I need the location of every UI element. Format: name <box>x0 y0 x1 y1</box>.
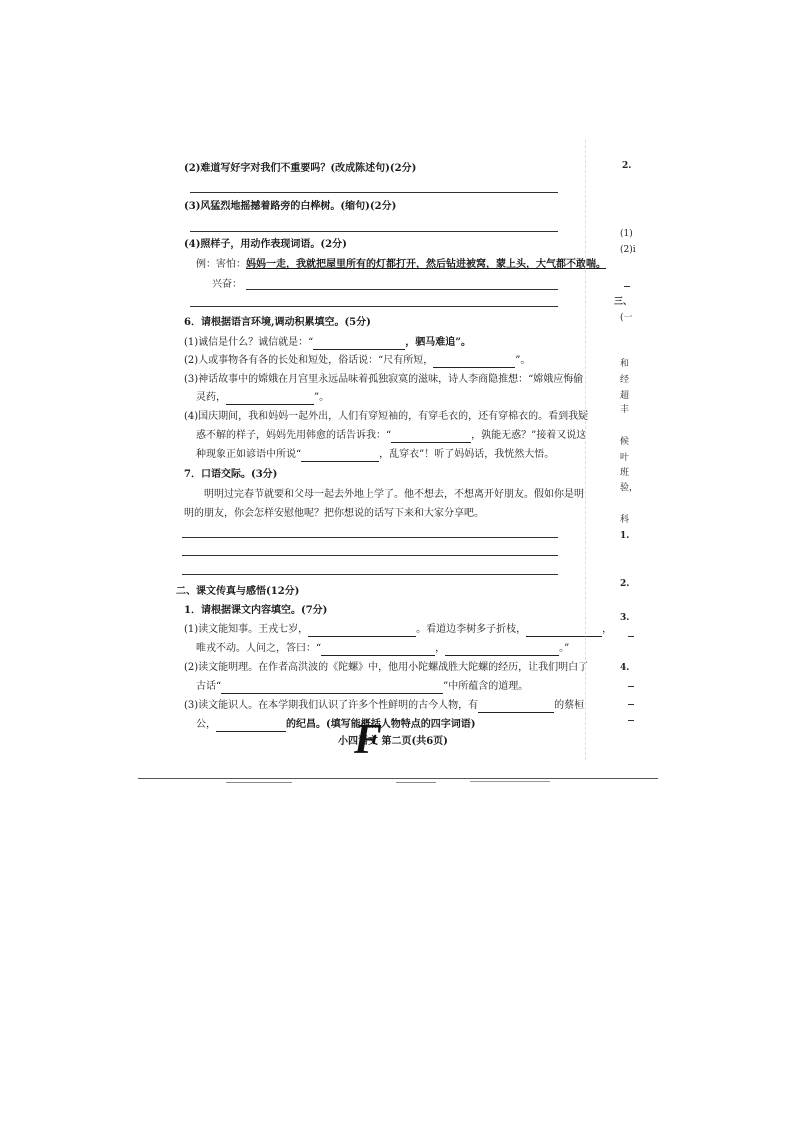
margin-dash <box>628 720 634 721</box>
blank[interactable] <box>308 625 416 637</box>
margin-text: 候 <box>620 437 630 447</box>
text: ， <box>435 643 446 654</box>
margin-text: 叶 <box>620 453 630 463</box>
s2-sentence-2b <box>196 680 528 694</box>
stamp-letter: F <box>354 717 383 763</box>
text: ”。 <box>314 392 330 403</box>
margin-text: 班 <box>620 468 630 478</box>
blank[interactable] <box>301 450 379 462</box>
q6-sentence-1 <box>184 336 471 350</box>
text: (1)诚信是什么？诚信就是：“ <box>184 337 314 348</box>
q6-sentence-2 <box>184 354 530 368</box>
q6-title: 6．请根据语言环境,调动积累填空。(5分) <box>184 317 371 328</box>
text: ，孰能无惑？”接着又说这 <box>471 430 587 441</box>
s2-sentence-3a <box>184 699 584 713</box>
q6-sentence-4c <box>196 448 554 462</box>
scan-edge-line <box>470 781 550 782</box>
answer-line[interactable] <box>190 306 558 307</box>
text: ”。 <box>515 355 531 366</box>
q6-sentence-3b <box>196 391 329 405</box>
answer-line[interactable] <box>190 192 558 193</box>
margin-dash <box>628 686 634 687</box>
scan-edge-line <box>396 782 436 783</box>
scan-edge-line <box>226 782 292 783</box>
answer-line[interactable] <box>182 555 558 556</box>
margin-text: 三、 <box>614 297 633 307</box>
text: (2)人或事物各有各的长处和短处，俗话说：“尺有所短， <box>184 355 434 366</box>
margin-text: 科 <box>620 515 630 525</box>
margin-text: 2. <box>622 161 632 171</box>
text: (3)读文能识人。在本学期我们认识了许多个性鲜明的古今人物，有 <box>184 700 479 711</box>
q5-example <box>196 258 606 272</box>
example-prefix: 例：害怕： <box>196 259 246 270</box>
q7-text-2: 明的朋友，你会怎样安慰他呢？把你想说的话写下来和大家分享吧。 <box>184 508 484 519</box>
text: 古话“ <box>196 681 222 692</box>
blank[interactable] <box>313 338 405 350</box>
text: 。” <box>559 643 570 654</box>
blank[interactable] <box>221 682 443 694</box>
scan-edge-line <box>138 778 658 779</box>
blank[interactable] <box>526 625 602 637</box>
text: 灵药， <box>196 392 226 403</box>
answer-line[interactable] <box>190 231 558 232</box>
text: 惑不解的样子，妈妈先用韩愈的话告诉我：“ <box>196 430 392 441</box>
text: ，乱穿衣”！听了妈妈话，我恍然大悟。 <box>379 449 555 460</box>
blank[interactable] <box>478 701 554 713</box>
answer-line[interactable] <box>182 574 558 575</box>
example-text: 妈妈一走，我就把屋里所有的灯都打开，然后钻进被窝，蒙上头，大气都不敢喘。 <box>246 259 606 270</box>
text: 。看道边李树多子折枝， <box>416 624 527 635</box>
blank[interactable] <box>321 644 435 656</box>
margin-text: 3. <box>620 613 630 623</box>
q5-part2-label: (2)难道写好字对我们不重要吗？(改成陈述句)(2分) <box>184 163 417 174</box>
margin-text: (一 <box>620 313 633 323</box>
text: 的蔡桓 <box>554 700 585 711</box>
q6-sentence-4b <box>196 429 586 443</box>
q6-sentence-4a: (4)国庆期间，我和妈妈一起外出，人们有穿短袖的，有穿毛衣的，还有穿棉衣的。看到我疑 <box>184 411 589 422</box>
q7-text-1: 明明过完春节就要和父母一起去外地上学了。他不想去，不想离开好朋友。假如你是明 <box>204 489 584 500</box>
margin-text: (2)i <box>620 245 636 255</box>
margin-text: 1. <box>620 531 630 541</box>
s2-sentence-1b <box>196 642 569 656</box>
margin-text: 和 <box>620 359 630 369</box>
margin-text: 超 <box>620 391 630 401</box>
answer-line[interactable] <box>246 289 558 290</box>
s2-sentence-2a: (2)读文能明理。在作者高洪波的《陀螺》中，他用小陀螺战胜大陀螺的经历，让我们明白了 <box>184 662 589 673</box>
q5-word-excited: 兴奋： <box>212 279 242 290</box>
margin-dash <box>628 636 634 637</box>
blank[interactable] <box>391 431 471 443</box>
s2-q1-title: 1．请根据课文内容填空。(7分) <box>184 605 328 616</box>
blank[interactable] <box>226 393 314 405</box>
margin-text: 2. <box>620 579 630 589</box>
s2-sentence-3b <box>196 718 475 732</box>
answer-line[interactable] <box>182 537 558 538</box>
q5-part3-label: (3)风猛烈地摇撼着路旁的白桦树。(缩句)(2分) <box>184 201 397 212</box>
text: ， <box>602 624 613 635</box>
blank[interactable] <box>433 356 515 368</box>
text: ，驷马难追”。 <box>405 337 472 348</box>
text: ”中所蕴含的道理。 <box>443 681 529 692</box>
margin-text: 经 <box>620 375 630 385</box>
margin-text: 4. <box>620 663 630 673</box>
q6-sentence-3a: (3)神话故事中的嫦娥在月宫里永远品味着孤独寂寞的滋味，诗人李商隐推想：“嫦娥应悔偷 <box>184 374 584 385</box>
s2-sentence-1a <box>184 623 612 637</box>
text: 的纪昌。(填写能概括人物特点的四字词语) <box>286 719 476 730</box>
margin-dash <box>624 286 630 287</box>
blank[interactable] <box>216 720 286 732</box>
margin-dash <box>628 704 634 705</box>
section-2-title: 二、课文传真与感悟(12分) <box>176 586 300 597</box>
margin-text: (1) <box>620 229 633 239</box>
margin-text: 丰 <box>620 405 630 415</box>
q7-title: 7．口语交际。(3分) <box>184 469 278 480</box>
q5-part4-label: (4)照样子，用动作表现词语。(2分) <box>184 239 347 250</box>
text: (1)读文能知事。王戎七岁， <box>184 624 309 635</box>
page-fold <box>585 140 586 760</box>
text: 公， <box>196 719 216 730</box>
margin-text: 验， <box>620 483 639 493</box>
text: 唯戎不动。人问之，答曰：“ <box>196 643 322 654</box>
text: 种现象正如谚语中所说“ <box>196 449 302 460</box>
page-footer: 小四语文 第二页(共6页) <box>338 736 448 747</box>
blank[interactable] <box>445 644 559 656</box>
